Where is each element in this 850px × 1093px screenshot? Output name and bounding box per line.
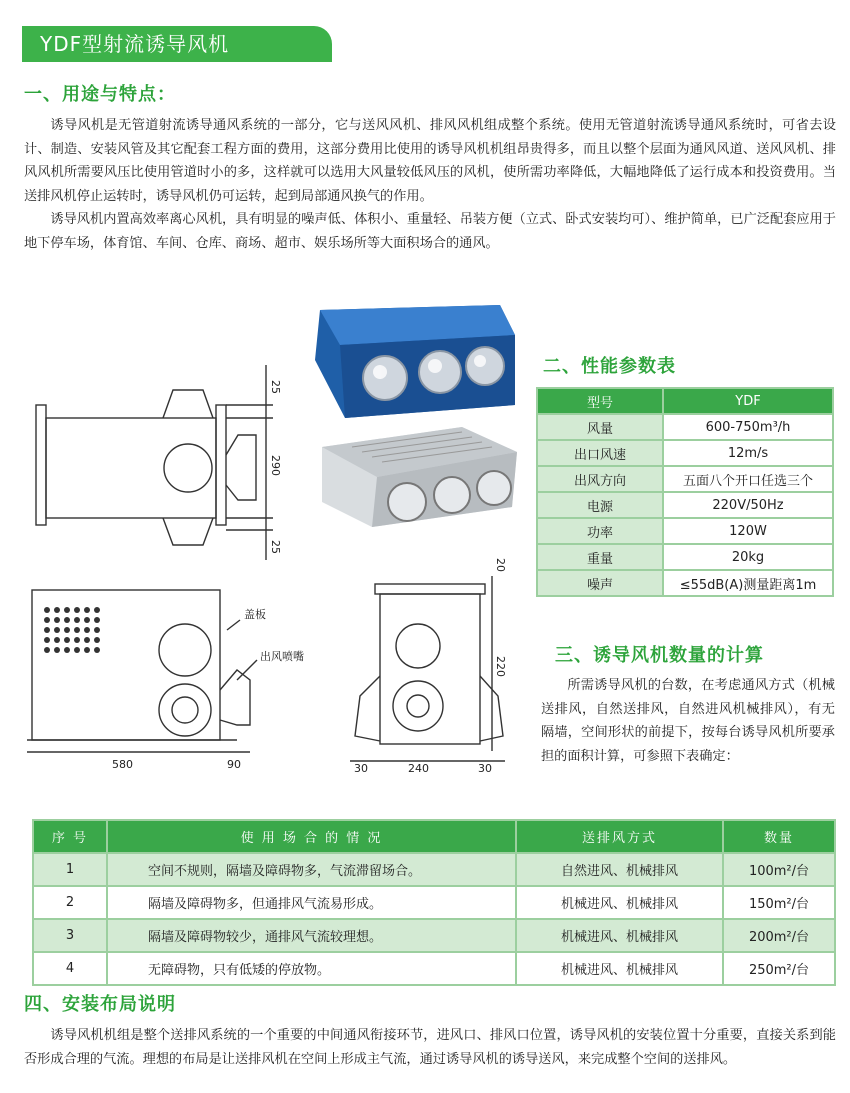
usage-cell: 200m²/台 <box>723 919 835 952</box>
table-row <box>537 414 833 440</box>
spec-value: 20kg <box>663 544 833 570</box>
table-row <box>537 544 833 570</box>
spec-value: 五面八个开口任选三个 <box>663 466 833 492</box>
usage-table <box>32 819 836 986</box>
table-row <box>537 440 833 466</box>
usage-cell: 无障碍物，只有低矮的停放物。 <box>107 952 516 985</box>
table-row <box>33 952 835 985</box>
usage-cell: 150m²/台 <box>723 886 835 919</box>
table-row <box>537 492 833 518</box>
usage-cell: 空间不规则，隔墙及障碍物多，气流滞留场合。 <box>107 853 516 886</box>
usage-cell: 250m²/台 <box>723 952 835 985</box>
usage-header-cell: 序 号 <box>33 820 107 853</box>
table-row <box>33 919 835 952</box>
usage-cell: 机械进风、机械排风 <box>516 886 723 919</box>
section-1-body <box>24 114 836 256</box>
section-1-paragraph-1: 诱导风机是无管道射流诱导通风系统的一部分，它与送风风机、排风风机组成整个系统。使用无管道射流诱导通风系统时，可省去设计、制造、安装风管及其它配套工程方面的费用，这部分费用比使用的诱导风机机组昂贵得多，而且以整个层面为通风风道、送风风机、排风风机所需要风压比使用管道时小的多，这样就可以选用大风量较低风压的风机，使所需功率降低，大幅地降低了运行成本和投资费用。当送排风机停止运转时，诱导风机仍可运转，起到局部通风换气的作用。 <box>24 118 836 204</box>
side-dim-height: 220 <box>494 656 507 677</box>
section-3-paragraph: 所需诱导风机的台数，在考虑通风方式（机械送排风，自然送排风，自然进风机械排风），有无隔墙，空间形状的前提下，按每台诱导风机所要承担的面积计算，可参照下表确定： <box>541 678 835 764</box>
spec-key: 电源 <box>537 492 663 518</box>
side-view-drawing <box>340 556 520 776</box>
section-4-title: 四、安装布局说明 <box>24 994 176 1015</box>
usage-cell: 1 <box>33 853 107 886</box>
front-dim-width: 580 <box>112 758 133 771</box>
table-row <box>33 886 835 919</box>
usage-cell: 100m²/台 <box>723 853 835 886</box>
usage-cell: 机械进风、机械排风 <box>516 952 723 985</box>
spec-key: 出口风速 <box>537 440 663 466</box>
usage-header-cell: 使 用 场 合 的 情 况 <box>107 820 516 853</box>
blue-fan-photo <box>300 300 525 420</box>
usage-cell: 4 <box>33 952 107 985</box>
table-row <box>537 518 833 544</box>
table-row <box>33 853 835 886</box>
usage-cell: 隔墙及障碍物较少，通排风气流较理想。 <box>107 919 516 952</box>
top-dim-2: 290 <box>269 455 282 476</box>
spec-value: 220V/50Hz <box>663 492 833 518</box>
spec-key: 风量 <box>537 414 663 440</box>
section-1-title: 一、用途与特点： <box>24 84 176 105</box>
section-1-paragraph-2: 诱导风机内置高效率离心风机，具有明显的噪声低、体积小、重量轻、吊装方便（立式、卧式安装均可）、维护简单，已广泛配套应用于地下停车场，体育馆、车间、仓库、商场、超市、娱乐场所等大面积场合的通风。 <box>24 212 836 251</box>
spec-table <box>536 387 834 597</box>
spec-table-header <box>537 388 833 414</box>
spec-value: 600-750m³/h <box>663 414 833 440</box>
side-dim-a: 30 <box>354 762 368 775</box>
side-dim-top: 20 <box>494 558 507 572</box>
table-row <box>537 570 833 596</box>
spec-key: 重量 <box>537 544 663 570</box>
usage-header-cell: 送排风方式 <box>516 820 723 853</box>
side-dim-c: 30 <box>478 762 492 775</box>
usage-cell: 2 <box>33 886 107 919</box>
usage-header-cell: 数量 <box>723 820 835 853</box>
page-title: YDF型射流诱导风机 <box>22 26 332 62</box>
side-dim-b: 240 <box>408 762 429 775</box>
top-dim-3: 25 <box>269 540 282 554</box>
spec-key: 功率 <box>537 518 663 544</box>
spec-header-cell: YDF <box>663 388 833 414</box>
top-view-drawing <box>28 360 283 570</box>
section-3-title: 三、诱导风机数量的计算 <box>555 645 764 666</box>
usage-table-header <box>33 820 835 853</box>
spec-key: 出风方向 <box>537 466 663 492</box>
section-4-body <box>24 1024 836 1071</box>
silver-fan-photo <box>312 422 522 532</box>
usage-cell: 机械进风、机械排风 <box>516 919 723 952</box>
spec-key: 噪声 <box>537 570 663 596</box>
spec-value: 120W <box>663 518 833 544</box>
front-view-drawing <box>22 580 322 775</box>
section-4-paragraph: 诱导风机机组是整个送排风系统的一个重要的中间通风衔接环节，进风口、排风口位置，诱导风机的安装位置十分重要，直接关系到能否形成合理的气流。理想的布局是让送排风机在空间上形成主气流，通过诱导风机的诱导送风，来完成整个空间的送排风。 <box>24 1028 836 1067</box>
section-2-title: 二、性能参数表 <box>543 356 676 377</box>
front-dim-nozzle: 90 <box>227 758 241 771</box>
spec-value: ≤55dB(A)测量距离1m <box>663 570 833 596</box>
top-dim-1: 25 <box>269 380 282 394</box>
spec-header-cell: 型号 <box>537 388 663 414</box>
spec-value: 12m/s <box>663 440 833 466</box>
section-3-body <box>541 674 835 768</box>
usage-cell: 3 <box>33 919 107 952</box>
usage-cell: 隔墙及障碍物多，但通排风气流易形成。 <box>107 886 516 919</box>
label-nozzle: 出风喷嘴 <box>260 650 304 663</box>
table-row <box>537 466 833 492</box>
label-panel: 盖板 <box>244 608 266 621</box>
usage-cell: 自然进风、机械排风 <box>516 853 723 886</box>
